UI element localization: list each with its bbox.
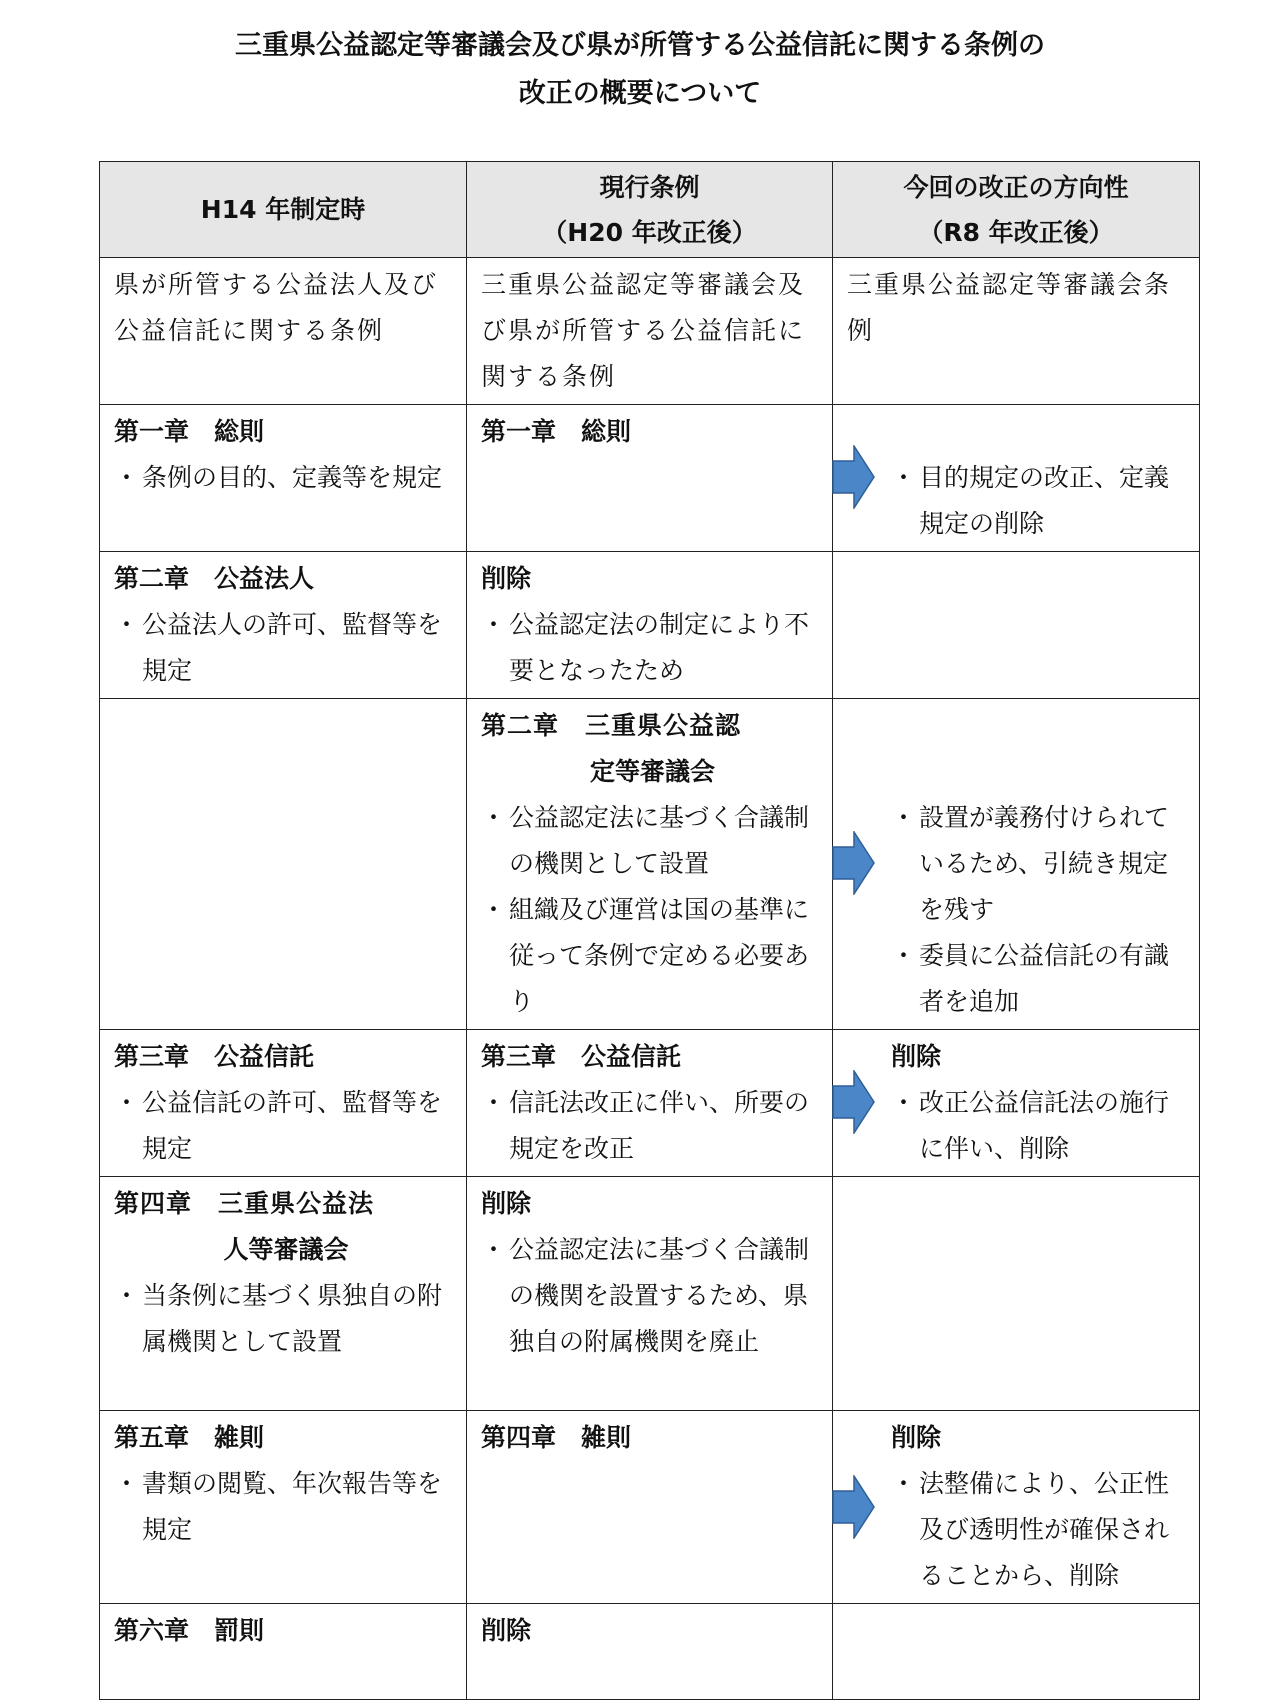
table-row — [100, 258, 1200, 405]
row4-h14 — [100, 699, 467, 1030]
row1-revision: 三重県公益認定等審議会条例 — [833, 258, 1200, 405]
comparison-table — [99, 161, 1200, 1700]
table-row — [100, 552, 1200, 699]
row6-current: 削除 ・ 公益認定法に基づく合議制の機関を設置するため、県独自の附属機関を廃止 — [467, 1177, 833, 1411]
row8-h14: 第六章 罰則 — [100, 1604, 467, 1700]
row2-h14: 第一章 総則 ・ 条例の目的、定義等を規定 — [100, 405, 467, 552]
row8-revision — [833, 1604, 1200, 1700]
row3-h14: 第二章 公益法人 ・ 公益法人の許可、監督等を規定 — [100, 552, 467, 699]
header-current: 現行条例 （H20 年改正後） — [467, 162, 833, 258]
table-row — [100, 1411, 1200, 1604]
row2-revision: ・ 目的規定の改正、定義規定の削除 — [833, 405, 1200, 552]
right-arrow-icon — [832, 1475, 876, 1539]
row4-current: 第二章 三重県公益認 定等審議会 ・ 公益認定法に基づく合議制の機関として設置 ・ 組織及び運営は国の基準に従って条例で定める必要あり — [467, 699, 833, 1030]
row3-revision — [833, 552, 1200, 699]
table-row — [100, 1604, 1200, 1700]
row7-current: 第四章 雑則 — [467, 1411, 833, 1604]
row2-current: 第一章 総則 — [467, 405, 833, 552]
right-arrow-icon — [832, 1070, 876, 1134]
header-h14: H14 年制定時 — [100, 162, 467, 258]
right-arrow-icon — [832, 445, 876, 509]
right-arrow-icon — [832, 831, 876, 895]
title-line-1: 三重県公益認定等審議会及び県が所管する公益信託に関する条例の — [235, 30, 1045, 61]
header-revision: 今回の改正の方向性 （R8 年改正後） — [833, 162, 1200, 258]
row5-revision: 削除 ・ 改正公益信託法の施行に伴い、削除 — [833, 1030, 1200, 1177]
row4-revision: ・ 設置が義務付けられているため、引続き規定を残す ・ 委員に公益信託の有識者を追加 — [833, 699, 1200, 1030]
table-row — [100, 1177, 1200, 1411]
page-title — [0, 22, 1280, 118]
table-row — [100, 1030, 1200, 1177]
row7-h14: 第五章 雑則 ・ 書類の閲覧、年次報告等を規定 — [100, 1411, 467, 1604]
row1-h14: 県が所管する公益法人及び公益信託に関する条例 — [100, 258, 467, 405]
table-row — [100, 405, 1200, 552]
row5-h14: 第三章 公益信託 ・ 公益信託の許可、監督等を規定 — [100, 1030, 467, 1177]
row8-current: 削除 — [467, 1604, 833, 1700]
row7-revision: 削除 ・ 法整備により、公正性及び透明性が確保されることから、削除 — [833, 1411, 1200, 1604]
row1-current: 三重県公益認定等審議会及び県が所管する公益信託に関する条例 — [467, 258, 833, 405]
row6-h14: 第四章 三重県公益法 人等審議会 ・ 当条例に基づく県独自の附属機関として設置 — [100, 1177, 467, 1411]
row6-revision — [833, 1177, 1200, 1411]
row5-current: 第三章 公益信託 ・ 信託法改正に伴い、所要の規定を改正 — [467, 1030, 833, 1177]
table-row — [100, 699, 1200, 1030]
row3-current: 削除 ・ 公益認定法の制定により不要となったため — [467, 552, 833, 699]
header-row — [100, 162, 1200, 258]
title-line-2: 改正の概要について — [518, 78, 762, 109]
